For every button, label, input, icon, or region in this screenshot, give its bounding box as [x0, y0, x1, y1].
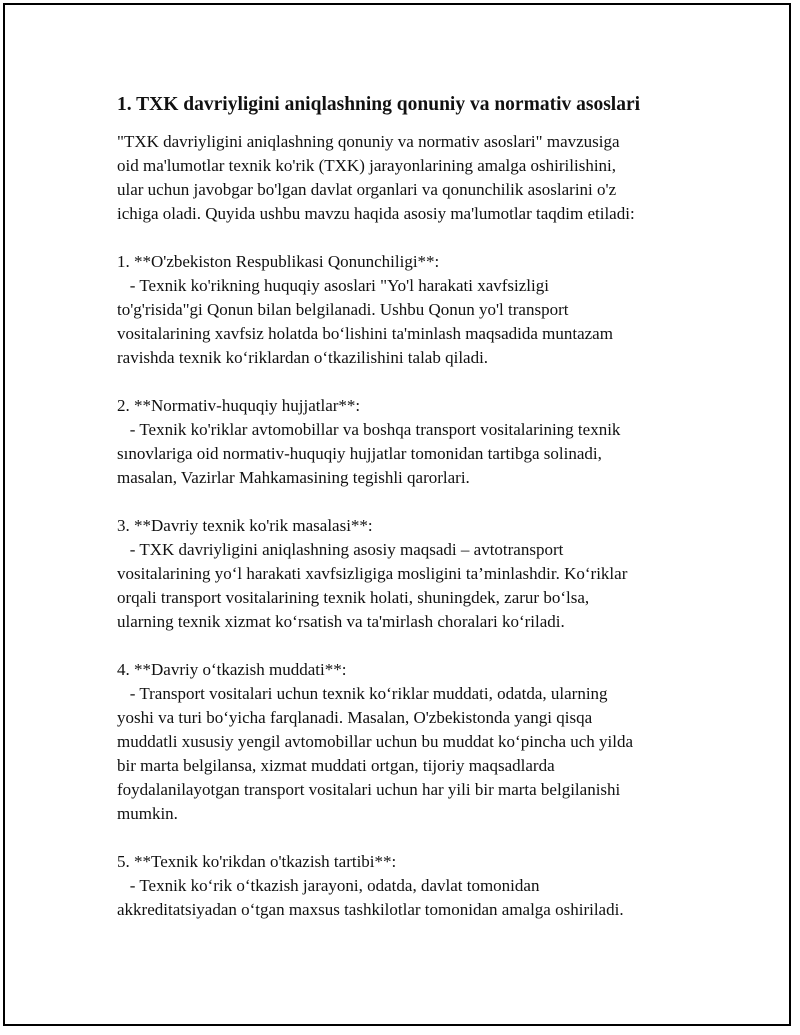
section-line: vositalarining xavfsiz holatda bo‘lishini ta'minlash maqsadida muntazam [117, 324, 613, 343]
spacer [117, 490, 697, 514]
section-title: 2. **Normativ-huquqiy hujjatlar**: [117, 396, 361, 415]
section-line: bir marta belgilansa, xizmat muddati ortgan, tijoriy maqsadlarda [117, 756, 555, 775]
spacer [117, 226, 697, 250]
intro-line: oid ma'lumotlar texnik ko'rik (TXK) jarayonlarining amalga oshirilishini, [117, 156, 617, 175]
section-line: to'g'risida"gi Qonun bilan belgilanadi. Ushbu Qonun yo'l transport [117, 300, 569, 319]
section-line: ravishda texnik ko‘riklardan o‘tkazilishini talab qiladi. [117, 348, 489, 367]
spacer [117, 826, 697, 850]
section-line: - Texnik ko'rikning huquqiy asoslari "Yo'l harakati xavfsizligi [117, 276, 549, 295]
intro-paragraph [117, 130, 697, 226]
section-line: masalan, Vazirlar Mahkamasining tegishli qarorlari. [117, 468, 470, 487]
section-line: vositalarining yo‘l harakati xavfsizligiga mosligini ta’minlashdir. Ko‘riklar [117, 564, 628, 583]
section-5 [117, 850, 697, 922]
section-1 [117, 250, 697, 370]
intro-line: "TXK davriyligini aniqlashning qonuniy va normativ asoslari" mavzusiga [117, 132, 620, 151]
spacer [117, 370, 697, 394]
section-line: - Transport vositalari uchun texnik ko‘riklar muddati, odatda, ularning [117, 684, 608, 703]
section-title: 5. **Texnik ko'rikdan o'tkazish tartibi**: [117, 852, 397, 871]
section-3 [117, 514, 697, 634]
document-heading: 1. TXK davriyligini aniqlashning qonuniy va normativ asoslari [117, 94, 641, 115]
section-line: mumkin. [117, 804, 178, 823]
section-line: muddatli xususiy yengil avtomobillar uchun bu muddat ko‘pincha uch yilda [117, 732, 634, 751]
document-content [117, 92, 697, 922]
section-line: orqali transport vositalarining texnik holati, shuningdek, zarur bo‘lsa, [117, 588, 590, 607]
section-line: - Texnik ko‘rik o‘tkazish jarayoni, odatda, davlat tomonidan [117, 876, 540, 895]
section-line: ularning texnik xizmat ko‘rsatish va ta'mirlash choralari ko‘riladi. [117, 612, 565, 631]
section-line: akkreditatsiyadan o‘tgan maxsus tashkilotlar tomonidan amalga oshiriladi. [117, 900, 624, 919]
intro-line: ular uchun javobgar bo'lgan davlat organlari va qonunchilik asoslarini o'z [117, 180, 617, 199]
section-line: yoshi va turi bo‘yicha farqlanadi. Masalan, O'zbekistonda yangi qisqa [117, 708, 593, 727]
intro-line: ichiga oladi. Quyida ushbu mavzu haqida asosiy ma'lumotlar taqdim etiladi: [117, 204, 635, 223]
section-line: - TXK davriyligini aniqlashning asosiy maqsadi – avtotransport [117, 540, 564, 559]
section-title: 1. **O'zbekiston Respublikasi Qonunchiligi**: [117, 252, 440, 271]
section-title: 3. **Davriy texnik ko'rik masalasi**: [117, 516, 373, 535]
spacer [117, 634, 697, 658]
section-line: foydalanilayotgan transport vositalari uchun har yili bir marta belgilanishi [117, 780, 621, 799]
section-4 [117, 658, 697, 826]
section-line: sınovlariga oid normativ-huquqiy hujjatlar tomonidan tartibga solinadi, [117, 444, 602, 463]
section-title: 4. **Davriy o‘tkazish muddati**: [117, 660, 347, 679]
section-line: - Texnik ko'riklar avtomobillar va boshqa transport vositalarining texnik [117, 420, 621, 439]
section-2 [117, 394, 697, 490]
